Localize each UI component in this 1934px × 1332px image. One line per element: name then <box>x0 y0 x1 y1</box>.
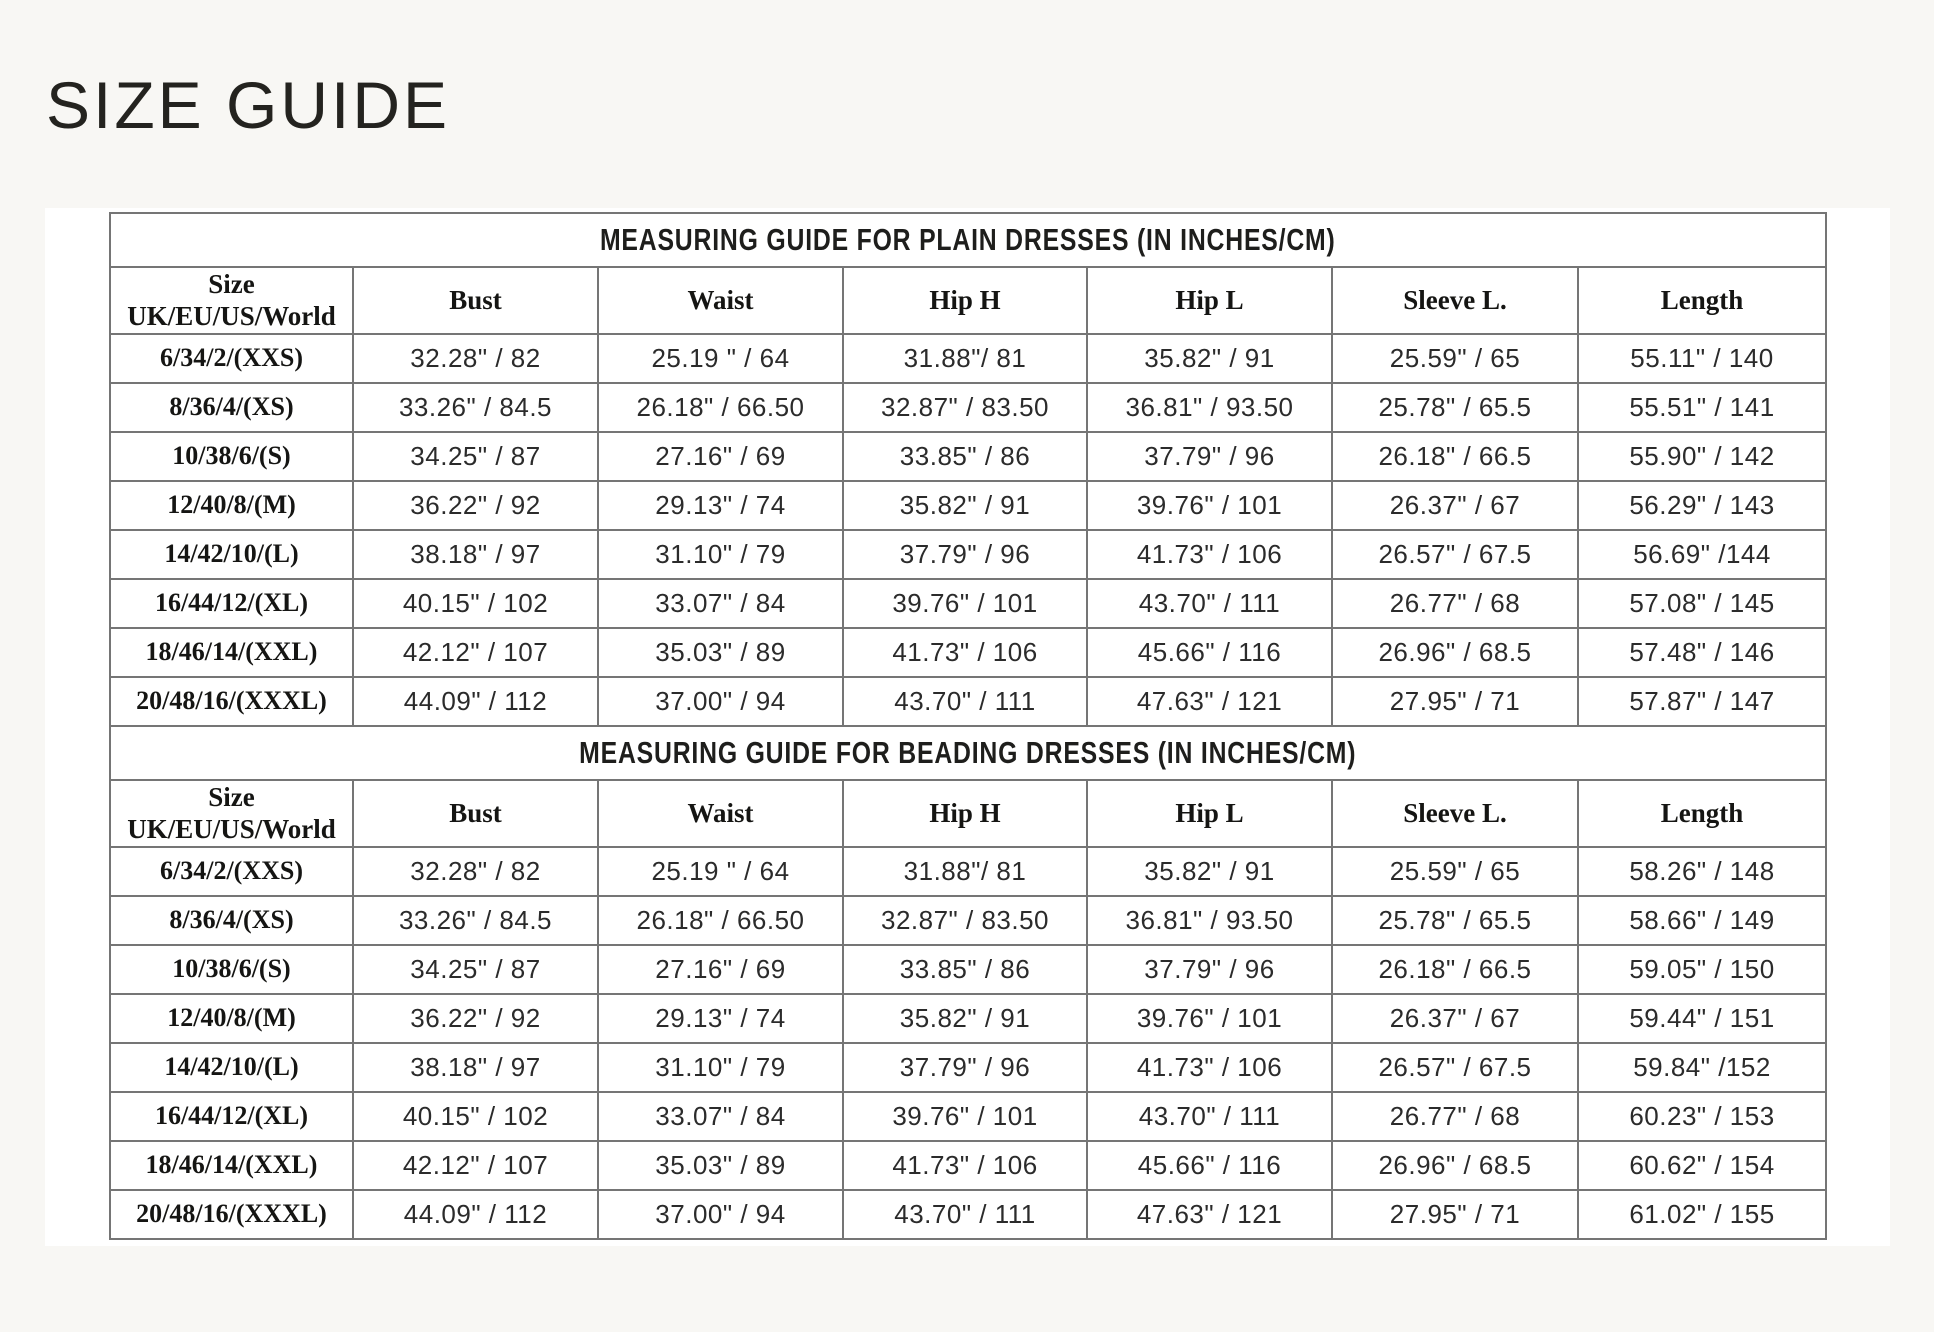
size-cell: 20/48/16/(XXXL) <box>110 677 353 726</box>
header-cell: Hip L <box>1087 780 1332 847</box>
measurement-cell: 35.03" / 89 <box>598 1141 843 1190</box>
measurement-cell: 43.70" / 111 <box>843 677 1087 726</box>
table-header-row <box>110 780 1826 847</box>
measurement-cell: 26.57" / 67.5 <box>1332 1043 1578 1092</box>
table-header-row <box>110 267 1826 334</box>
measurement-cell: 44.09" / 112 <box>353 677 598 726</box>
header-cell: Length <box>1578 780 1826 847</box>
measurement-cell: 26.77" / 68 <box>1332 579 1578 628</box>
header-cell: Sleeve L. <box>1332 780 1578 847</box>
measurement-cell: 26.57" / 67.5 <box>1332 530 1578 579</box>
measurement-cell: 43.70" / 111 <box>843 1190 1087 1239</box>
table-row <box>110 432 1826 481</box>
header-cell: Hip L <box>1087 267 1332 334</box>
table-title-text: MEASURING GUIDE FOR BEADING DRESSES (IN INCHES/CM) <box>579 734 1357 770</box>
measurement-cell: 37.79" / 96 <box>1087 945 1332 994</box>
measurement-cell: 58.66" / 149 <box>1578 896 1826 945</box>
measurement-cell: 25.59" / 65 <box>1332 847 1578 896</box>
measurement-cell: 32.28" / 82 <box>353 334 598 383</box>
measurement-cell: 26.96" / 68.5 <box>1332 1141 1578 1190</box>
table-row <box>110 994 1826 1043</box>
table-title <box>110 213 1826 267</box>
measurement-cell: 39.76" / 101 <box>843 579 1087 628</box>
table-title-row <box>110 213 1826 267</box>
size-cell: 8/36/4/(XS) <box>110 383 353 432</box>
measurement-cell: 37.00" / 94 <box>598 677 843 726</box>
size-cell: 16/44/12/(XL) <box>110 579 353 628</box>
measurement-cell: 26.18" / 66.50 <box>598 896 843 945</box>
measurement-cell: 41.73" / 106 <box>843 628 1087 677</box>
measurement-cell: 33.26" / 84.5 <box>353 383 598 432</box>
measurement-cell: 47.63" / 121 <box>1087 677 1332 726</box>
measurement-cell: 41.73" / 106 <box>1087 1043 1332 1092</box>
measurement-cell: 42.12" / 107 <box>353 1141 598 1190</box>
size-cell: 10/38/6/(S) <box>110 432 353 481</box>
measurement-cell: 34.25" / 87 <box>353 945 598 994</box>
measurement-cell: 56.69" /144 <box>1578 530 1826 579</box>
measurement-cell: 31.10" / 79 <box>598 530 843 579</box>
measurement-cell: 38.18" / 97 <box>353 530 598 579</box>
table-row <box>110 334 1826 383</box>
measurement-cell: 55.90" / 142 <box>1578 432 1826 481</box>
measurement-cell: 37.79" / 96 <box>1087 432 1332 481</box>
size-cell: 6/34/2/(XXS) <box>110 847 353 896</box>
measurement-cell: 40.15" / 102 <box>353 579 598 628</box>
measurement-cell: 31.88"/ 81 <box>843 847 1087 896</box>
measurement-cell: 27.95" / 71 <box>1332 1190 1578 1239</box>
measurement-cell: 35.82" / 91 <box>1087 334 1332 383</box>
measurement-cell: 26.18" / 66.5 <box>1332 945 1578 994</box>
table-title-text: MEASURING GUIDE FOR PLAIN DRESSES (IN INCHES/CM) <box>600 222 1336 257</box>
header-cell: Sleeve L. <box>1332 267 1578 334</box>
measurement-cell: 25.78" / 65.5 <box>1332 383 1578 432</box>
measurement-cell: 27.95" / 71 <box>1332 677 1578 726</box>
measurement-cell: 26.77" / 68 <box>1332 1092 1578 1141</box>
size-cell: 14/42/10/(L) <box>110 530 353 579</box>
measurement-cell: 35.82" / 91 <box>1087 847 1332 896</box>
measurement-cell: 25.78" / 65.5 <box>1332 896 1578 945</box>
measurement-cell: 26.96" / 68.5 <box>1332 628 1578 677</box>
size-cell: 10/38/6/(S) <box>110 945 353 994</box>
measurement-cell: 37.79" / 96 <box>843 1043 1087 1092</box>
table-row <box>110 945 1826 994</box>
size-cell: 8/36/4/(XS) <box>110 896 353 945</box>
header-cell: Length <box>1578 267 1826 334</box>
header-cell: Size UK/EU/US/World <box>110 267 353 334</box>
measurement-cell: 37.00" / 94 <box>598 1190 843 1239</box>
measurement-cell: 39.76" / 101 <box>1087 481 1332 530</box>
table-row <box>110 628 1826 677</box>
table-row <box>110 677 1826 726</box>
measurement-cell: 25.19 " / 64 <box>598 334 843 383</box>
measurement-cell: 55.51" / 141 <box>1578 383 1826 432</box>
size-cell: 20/48/16/(XXXL) <box>110 1190 353 1239</box>
header-cell: Waist <box>598 267 843 334</box>
measurement-cell: 41.73" / 106 <box>1087 530 1332 579</box>
measurement-cell: 36.22" / 92 <box>353 481 598 530</box>
table-row <box>110 579 1826 628</box>
measurement-cell: 42.12" / 107 <box>353 628 598 677</box>
size-guide-panel <box>45 208 1890 1246</box>
measurement-cell: 26.18" / 66.50 <box>598 383 843 432</box>
measurement-cell: 33.85" / 86 <box>843 945 1087 994</box>
measurement-cell: 56.29" / 143 <box>1578 481 1826 530</box>
measurement-cell: 27.16" / 69 <box>598 432 843 481</box>
measurement-cell: 25.59" / 65 <box>1332 334 1578 383</box>
measurement-cell: 32.87" / 83.50 <box>843 896 1087 945</box>
measurement-cell: 40.15" / 102 <box>353 1092 598 1141</box>
measurement-cell: 31.88"/ 81 <box>843 334 1087 383</box>
measurement-cell: 37.79" / 96 <box>843 530 1087 579</box>
header-cell: Size UK/EU/US/World <box>110 780 353 847</box>
measurement-cell: 61.02" / 155 <box>1578 1190 1826 1239</box>
header-cell: Bust <box>353 780 598 847</box>
table-row <box>110 1043 1826 1092</box>
measurement-cell: 33.26" / 84.5 <box>353 896 598 945</box>
measurement-cell: 26.18" / 66.5 <box>1332 432 1578 481</box>
measurement-cell: 44.09" / 112 <box>353 1190 598 1239</box>
measurement-cell: 31.10" / 79 <box>598 1043 843 1092</box>
size-cell: 16/44/12/(XL) <box>110 1092 353 1141</box>
measurement-cell: 45.66" / 116 <box>1087 1141 1332 1190</box>
table-title <box>110 726 1826 780</box>
measurement-cell: 41.73" / 106 <box>843 1141 1087 1190</box>
measurement-cell: 45.66" / 116 <box>1087 628 1332 677</box>
table-title-row <box>110 726 1826 780</box>
measurement-cell: 43.70" / 111 <box>1087 1092 1332 1141</box>
measurement-cell: 58.26" / 148 <box>1578 847 1826 896</box>
measurement-cell: 25.19 " / 64 <box>598 847 843 896</box>
header-cell: Hip H <box>843 780 1087 847</box>
measurement-cell: 29.13" / 74 <box>598 481 843 530</box>
table-row <box>110 847 1826 896</box>
size-guide-table <box>109 212 1827 1240</box>
size-cell: 12/40/8/(M) <box>110 481 353 530</box>
measurement-cell: 43.70" / 111 <box>1087 579 1332 628</box>
table-row <box>110 481 1826 530</box>
page-title: SIZE GUIDE <box>46 68 451 142</box>
measurement-cell: 29.13" / 74 <box>598 994 843 1043</box>
measurement-cell: 59.84" /152 <box>1578 1043 1826 1092</box>
table-row <box>110 383 1826 432</box>
header-cell: Waist <box>598 780 843 847</box>
measurement-cell: 57.87" / 147 <box>1578 677 1826 726</box>
header-cell: Hip H <box>843 267 1087 334</box>
size-cell: 6/34/2/(XXS) <box>110 334 353 383</box>
table-row <box>110 896 1826 945</box>
table-row <box>110 530 1826 579</box>
measurement-cell: 47.63" / 121 <box>1087 1190 1332 1239</box>
measurement-cell: 33.07" / 84 <box>598 1092 843 1141</box>
measurement-cell: 27.16" / 69 <box>598 945 843 994</box>
measurement-cell: 36.81" / 93.50 <box>1087 383 1332 432</box>
measurement-cell: 57.48" / 146 <box>1578 628 1826 677</box>
measurement-cell: 35.03" / 89 <box>598 628 843 677</box>
measurement-cell: 59.05" / 150 <box>1578 945 1826 994</box>
measurement-cell: 26.37" / 67 <box>1332 481 1578 530</box>
measurement-cell: 59.44" / 151 <box>1578 994 1826 1043</box>
size-cell: 12/40/8/(M) <box>110 994 353 1043</box>
size-cell: 18/46/14/(XXL) <box>110 1141 353 1190</box>
measurement-cell: 57.08" / 145 <box>1578 579 1826 628</box>
measurement-cell: 39.76" / 101 <box>843 1092 1087 1141</box>
header-cell: Bust <box>353 267 598 334</box>
measurement-cell: 33.85" / 86 <box>843 432 1087 481</box>
measurement-cell: 55.11" / 140 <box>1578 334 1826 383</box>
measurement-cell: 36.81" / 93.50 <box>1087 896 1332 945</box>
table-row <box>110 1190 1826 1239</box>
table-row <box>110 1092 1826 1141</box>
measurement-cell: 32.87" / 83.50 <box>843 383 1087 432</box>
measurement-cell: 38.18" / 97 <box>353 1043 598 1092</box>
size-cell: 14/42/10/(L) <box>110 1043 353 1092</box>
measurement-cell: 35.82" / 91 <box>843 481 1087 530</box>
measurement-cell: 34.25" / 87 <box>353 432 598 481</box>
size-cell: 18/46/14/(XXL) <box>110 628 353 677</box>
measurement-cell: 32.28" / 82 <box>353 847 598 896</box>
measurement-cell: 60.23" / 153 <box>1578 1092 1826 1141</box>
measurement-cell: 36.22" / 92 <box>353 994 598 1043</box>
measurement-cell: 35.82" / 91 <box>843 994 1087 1043</box>
measurement-cell: 39.76" / 101 <box>1087 994 1332 1043</box>
measurement-cell: 26.37" / 67 <box>1332 994 1578 1043</box>
measurement-cell: 33.07" / 84 <box>598 579 843 628</box>
measurement-cell: 60.62" / 154 <box>1578 1141 1826 1190</box>
size-tables-body <box>110 213 1826 1239</box>
table-row <box>110 1141 1826 1190</box>
